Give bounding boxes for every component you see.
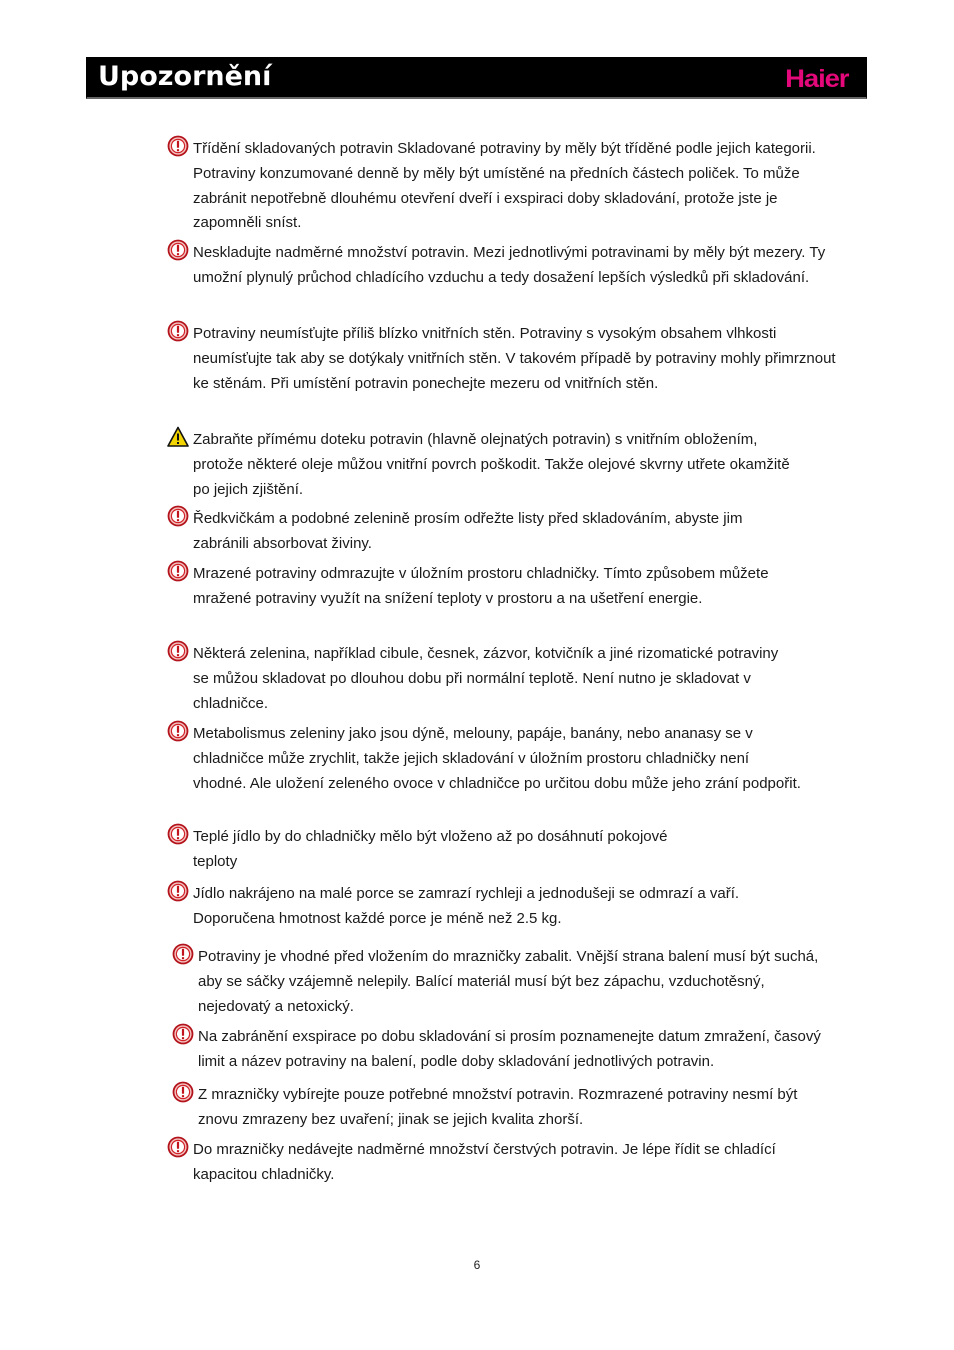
list-item-text: Teplé jídlo by do chladničky mělo být vloženo až po dosáhnutí pokojové teploty — [193, 828, 668, 870]
warning-icon — [167, 880, 189, 902]
warning-icon — [167, 640, 189, 662]
page-number: 6 — [473, 1258, 481, 1272]
warning-icon — [167, 239, 189, 261]
warning-icon — [172, 943, 194, 965]
list-item-text: Jídlo nakrájeno na malé porce se zamrazí rychleji a jednodušeji se odmrazí a vaří. Doporučena hmotnost každé porce je méně než 2.5 kg. — [193, 885, 740, 927]
warning-icon — [167, 135, 189, 157]
warning-icon — [167, 505, 189, 527]
page-header — [86, 57, 867, 99]
caution-triangle-icon — [167, 426, 189, 448]
list-item-text: Metabolismus zeleniny jako jsou dýně, melouny, papáje, banány, nebo ananasy se v chladničce může zrychlit, takže jejich skladování v úložním prostoru chladničky není vhodné. Ale uložení zeleného ovoce v chladničce po určitou dobu může jeho zrání podpořit. — [193, 725, 801, 792]
haier-logo: Haier — [785, 65, 849, 93]
warning-icon — [167, 720, 189, 742]
warning-icon — [172, 1081, 194, 1103]
warning-icon — [172, 1023, 194, 1045]
list-item-text: Ředkvičkám a podobné zelenině prosím odřežte listy před skladováním, abyste jim zabránili absorbovat živiny. — [193, 510, 743, 552]
list-item-text: Třídění skladovaných potravin Skladované potraviny by měly být tříděné podle jejich kategorii. Potraviny konzumované denně by měly být umístěné na předních částech poliček. To může zabránit nepotřebně dlouhému otevření dveří i exspiraci doby skladování, protože jste je zapomněli sníst. — [193, 140, 816, 232]
warning-icon — [167, 560, 189, 582]
warning-icon — [167, 1136, 189, 1158]
list-item-text: Na zabránění exspirace po dobu skladování si prosím poznamenejte datum zmražení, časový limit a název potraviny na balení, podle doby skladování jednotlivých potravin. — [198, 1028, 821, 1070]
list-item-text: Mrazené potraviny odmrazujte v úložním prostoru chladničky. Tímto způsobem můžete mražené potraviny využít na snížení teploty v prostoru a na ušetření energie. — [193, 565, 769, 607]
list-item-text: Do mrazničky nedávejte nadměrné množství čerstvých potravin. Je lépe řídit se chladící kapacitou chladničky. — [193, 1141, 776, 1183]
list-item-text: Některá zelenina, například cibule, česnek, zázvor, kotvičník a jiné rizomatické potraviny se můžou skladovat po dlouhou dobu při normální teplotě. Není nutno je skladovat v chladničce. — [193, 645, 779, 712]
list-item-text: Potraviny neumísťujte příliš blízko vnitřních stěn. Potraviny s vysokým obsahem vlhkosti neumísťujte tak aby se dotýkaly vnitřních stěn. V takovém případě by potraviny mohly přimrznout ke stěnám. Při umístění potravin ponechejte mezeru od vnitřních stěn. — [193, 325, 836, 392]
list-item-text: Potraviny je vhodné před vložením do mrazničky zabalit. Vnější strana balení musí být suchá, aby se sáčky vzájemně nelepily. Balící materiál musí být bez zápachu, vzduchotěsný, nejedovatý a netoxický. — [198, 948, 819, 1015]
list-item-text: Neskladujte nadměrné množství potravin. Mezi jednotlivými potravinami by měly být mezery. Ty umožní plynulý průchod chladícího vzduchu a tedy dosažení lepších výsledků při skladování. — [193, 244, 826, 286]
list-item-text: Z mrazničky vybírejte pouze potřebné množství potravin. Rozmrazené potraviny nesmí být znovu zmrazeny bez uvaření; jinak se jejich kvalita zhorší. — [198, 1086, 798, 1128]
warning-icon — [167, 320, 189, 342]
page-title: Upozornění — [98, 61, 272, 92]
list-item-text: Zabraňte přímému doteku potravin (hlavně olejnatých potravin) s vnitřním obložením, protože některé oleje můžou vnitřní povrch poškodit. Takže olejové skvrny utřete okamžitě po jejich zjištění. — [193, 431, 790, 498]
warning-icon — [167, 823, 189, 845]
